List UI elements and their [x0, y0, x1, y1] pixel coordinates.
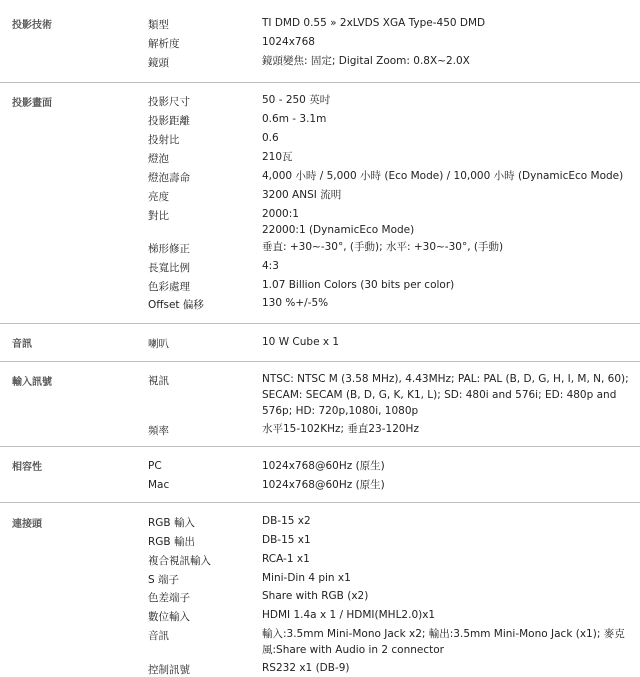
spec-value: 1024x768@60Hz (原生): [262, 479, 385, 491]
spec-value: 130 %+/-5%: [262, 297, 329, 309]
spec-value: 水平15-102KHz; 垂直23-120Hz: [262, 423, 419, 435]
category-audio: 音訊: [12, 339, 32, 350]
spec-label: 色彩處理: [148, 281, 190, 293]
spec-value: 輸入:3.5mm Mini-Mono Jack x2; 輸出:3.5mm Mini-Mono Jack (x1); 麥克風:Share with Audio in 2 connector: [262, 628, 625, 656]
spec-value: 2000:1 22000:1 (DynamicEco Mode): [262, 208, 415, 236]
spec-value: NTSC: NTSC M (3.58 MHz), 4.43MHz; PAL: PAL (B, D, G, H, I, M, N, 60); SECAM: SECAM (B, D, G, K, K1, L); SD: 480i and 576i; ED: 480p and 576p; HD: 720p,1080i, 1080p: [262, 373, 629, 417]
spec-label: RGB 輸出: [148, 536, 195, 548]
spec-value: Mini-Din 4 pin x1: [262, 572, 351, 584]
spec-label: 梯形修正: [148, 243, 190, 255]
section-divider: [0, 323, 640, 324]
spec-value: 3200 ANSI 流明: [262, 189, 342, 201]
spec-value: RS232 x1 (DB-9): [262, 662, 350, 674]
spec-label: 亮度: [148, 191, 169, 203]
section-divider: [0, 446, 640, 447]
spec-label: 鏡頭: [148, 57, 169, 69]
spec-value: RCA-1 x1: [262, 553, 310, 565]
spec-label: 音訊: [148, 630, 169, 642]
spec-value: 1024x768@60Hz (原生): [262, 460, 385, 472]
spec-label: Offset 偏移: [148, 299, 204, 311]
spec-value: 1024x768: [262, 36, 315, 48]
spec-value: 4:3: [262, 260, 279, 272]
spec-value: 10 W Cube x 1: [262, 336, 340, 348]
spec-value: DB-15 x1: [262, 534, 311, 546]
spec-label: 複合視訊輸入: [148, 555, 211, 567]
spec-label: S 端子: [148, 574, 180, 586]
spec-label: 燈泡: [148, 153, 169, 165]
spec-label: 投射比: [148, 134, 180, 146]
spec-label: 數位輸入: [148, 611, 190, 623]
spec-value: DB-15 x2: [262, 515, 311, 527]
spec-label: 解析度: [148, 38, 180, 50]
spec-value: TI DMD 0.55 » 2xLVDS XGA Type-450 DMD: [262, 17, 486, 29]
spec-label: 投影距離: [148, 115, 190, 127]
spec-label: 長寬比例: [148, 262, 190, 274]
category-connectors: 連接頭: [12, 519, 42, 530]
spec-value: 210瓦: [262, 151, 293, 163]
spec-label: 投影尺寸: [148, 96, 190, 108]
spec-value: 50 - 250 英吋: [262, 94, 331, 106]
spec-label: 色差端子: [148, 592, 190, 604]
spec-label: PC: [148, 460, 162, 472]
spec-label: 燈泡壽命: [148, 172, 190, 184]
spec-label: 控制訊號: [148, 664, 190, 676]
spec-label: RGB 輸入: [148, 517, 195, 529]
spec-value: HDMI 1.4a x 1 / HDMI(MHL2.0)x1: [262, 609, 436, 621]
spec-value: 0.6m - 3.1m: [262, 113, 327, 125]
spec-value: 1.07 Billion Colors (30 bits per color): [262, 279, 455, 291]
section-divider: [0, 82, 640, 83]
spec-value: Share with RGB (x2): [262, 590, 369, 602]
spec-label: 喇叭: [148, 338, 169, 350]
spec-value: 4,000 小時 / 5,000 小時 (Eco Mode) / 10,000 小時 (DynamicEco Mode): [262, 170, 624, 182]
section-divider: [0, 502, 640, 503]
section-divider: [0, 361, 640, 362]
category-projection-image: 投影畫面: [12, 98, 52, 109]
spec-label: Mac: [148, 479, 170, 491]
spec-value: 垂直: +30~-30°, (手動); 水平: +30~-30°, (手動): [262, 241, 504, 253]
spec-label: 對比: [148, 210, 169, 222]
spec-label: 視訊: [148, 375, 169, 387]
spec-value: 鏡頭變焦: 固定; Digital Zoom: 0.8X~2.0X: [262, 55, 470, 67]
spec-label: 類型: [148, 19, 169, 31]
spec-label: 頻率: [148, 425, 169, 437]
category-projection-technology: 投影技術: [12, 20, 52, 31]
spec-value: 0.6: [262, 132, 279, 144]
category-compatibility: 相容性: [12, 462, 42, 473]
category-input-signal: 輸入訊號: [12, 377, 52, 388]
